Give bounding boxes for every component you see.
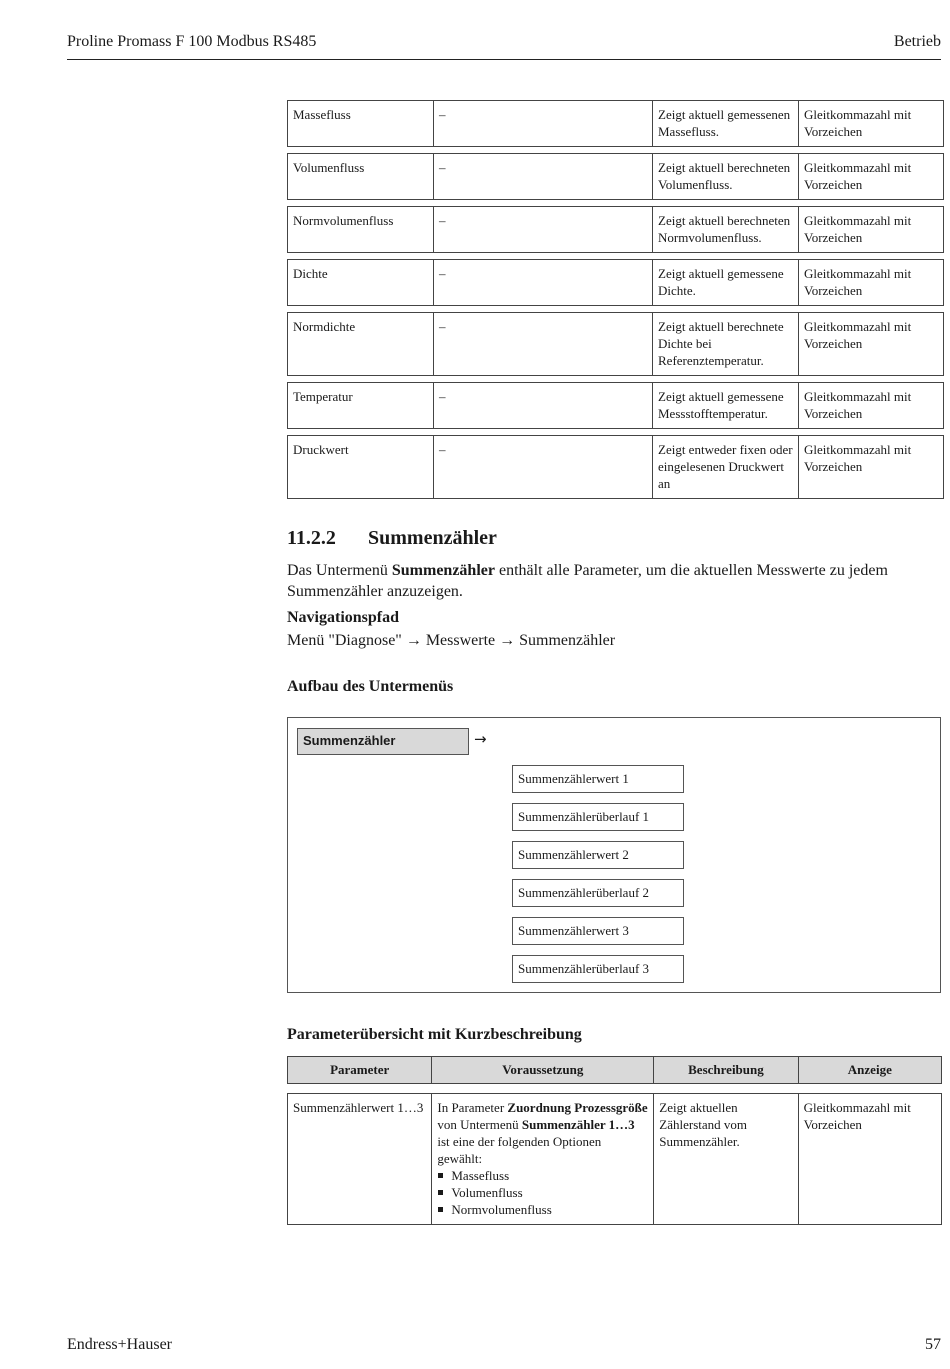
root-menu-box: Summenzähler [297,728,469,755]
param-prereq: – [434,154,653,200]
prereq-text: ist eine der folgenden Optionen gewählt: [437,1134,602,1166]
submenu-item: Summenzählerüberlauf 3 [512,955,684,983]
overview-heading: Parameterübersicht mit Kurzbeschreibung [287,1026,582,1043]
submenu-structure-diagram [287,717,941,993]
page-number: 57 [925,1336,941,1353]
param-desc: Zeigt aktuell berechneten Volumenfluss. [653,154,799,200]
param-name: Massefluss [288,101,434,147]
submenu-item: Summenzählerwert 3 [512,917,684,945]
param-prereq: – [434,313,653,376]
chapter-title: Betrieb [893,33,941,50]
table-row [287,312,944,376]
nav-path: Menü "Diagnose" → Messwerte → Summenzähler [287,632,616,649]
page-footer [67,1336,941,1356]
param-desc: Zeigt aktuell gemessene Messstofftemperatur. [653,383,799,429]
list-item: Normvolumenfluss [437,1201,648,1218]
param-name: Druckwert [288,436,434,499]
submenu-item: Summenzählerüberlauf 2 [512,879,684,907]
table-row [288,1094,942,1225]
param-display: Gleitkommazahl mit Vorzeichen [798,1094,941,1225]
param-name: Summenzählerwert 1…3 [288,1094,432,1225]
param-name: Volumenfluss [288,154,434,200]
document-title: Proline Promass F 100 Modbus RS485 [67,33,317,50]
param-display: Gleitkommazahl mit Vorzeichen [799,383,944,429]
list-item: Volumenfluss [437,1184,648,1201]
param-display: Gleitkommazahl mit Vorzeichen [799,436,944,499]
intro-text-end: enthält alle Parameter, um die aktuellen Messwerte zu jedem Summenzähler anzuzeigen. [287,562,888,600]
column-header: Voraussetzung [432,1057,654,1084]
brand-name: Endress+Hauser [67,1336,172,1353]
nav-heading: Navigationspfad [287,609,400,626]
table-row [287,206,944,253]
table-row [287,435,944,499]
param-desc: Zeigt aktuell gemessene Dichte. [653,260,799,306]
prereq-param-name: Zuordnung Prozessgröße [507,1100,648,1115]
section-title: Summenzähler [368,527,497,549]
param-prereq [432,1094,654,1225]
option-list [437,1167,648,1218]
param-desc: Zeigt aktuell berechneten Normvolumenfluss. [653,207,799,253]
param-name: Normdichte [288,313,434,376]
param-desc: Zeigt entweder fixen oder eingelesenen Druckwert an [653,436,799,499]
column-header: Parameter [288,1057,432,1084]
param-name: Normvolumenfluss [288,207,434,253]
param-prereq: – [434,383,653,429]
intro-text: Das Untermenü [287,562,392,579]
section-heading [287,527,497,550]
param-display: Gleitkommazahl mit Vorzeichen [799,101,944,147]
prereq-submenu-name: Summenzähler 1…3 [521,1117,635,1132]
param-name: Dichte [288,260,434,306]
table-row [287,153,944,200]
param-display: Gleitkommazahl mit Vorzeichen [799,260,944,306]
structure-heading: Aufbau des Untermenüs [287,678,454,695]
param-desc: Zeigt aktuell berechnete Dichte bei Referenztemperatur. [653,313,799,376]
prereq-text: In Parameter [437,1100,508,1115]
list-item: Massefluss [437,1167,648,1184]
column-header: Anzeige [798,1057,941,1084]
param-display: Gleitkommazahl mit Vorzeichen [799,154,944,200]
param-prereq: – [434,101,653,147]
table-row [287,259,944,306]
param-name: Temperatur [288,383,434,429]
prereq-text: von Untermenü [437,1117,522,1132]
table-row [287,382,944,429]
column-header: Beschreibung [654,1057,798,1084]
intro-paragraph [287,560,937,602]
parameter-overview-table [287,1056,942,1225]
arrow-right-icon: → [474,730,487,748]
param-desc: Zeigt aktuellen Zählerstand vom Summenzähler. [654,1094,798,1225]
param-display: Gleitkommazahl mit Vorzeichen [799,207,944,253]
param-prereq: – [434,436,653,499]
param-display: Gleitkommazahl mit Vorzeichen [799,313,944,376]
table-row [287,100,944,147]
param-prereq: – [434,207,653,253]
section-number: 11.2.2 [287,527,336,549]
page-header [67,33,941,60]
submenu-item: Summenzählerwert 1 [512,765,684,793]
submenu-item: Summenzählerüberlauf 1 [512,803,684,831]
param-prereq: – [434,260,653,306]
submenu-item: Summenzählerwert 2 [512,841,684,869]
submenu-name: Summenzähler [391,562,495,579]
param-desc: Zeigt aktuell gemessenen Massefluss. [653,101,799,147]
